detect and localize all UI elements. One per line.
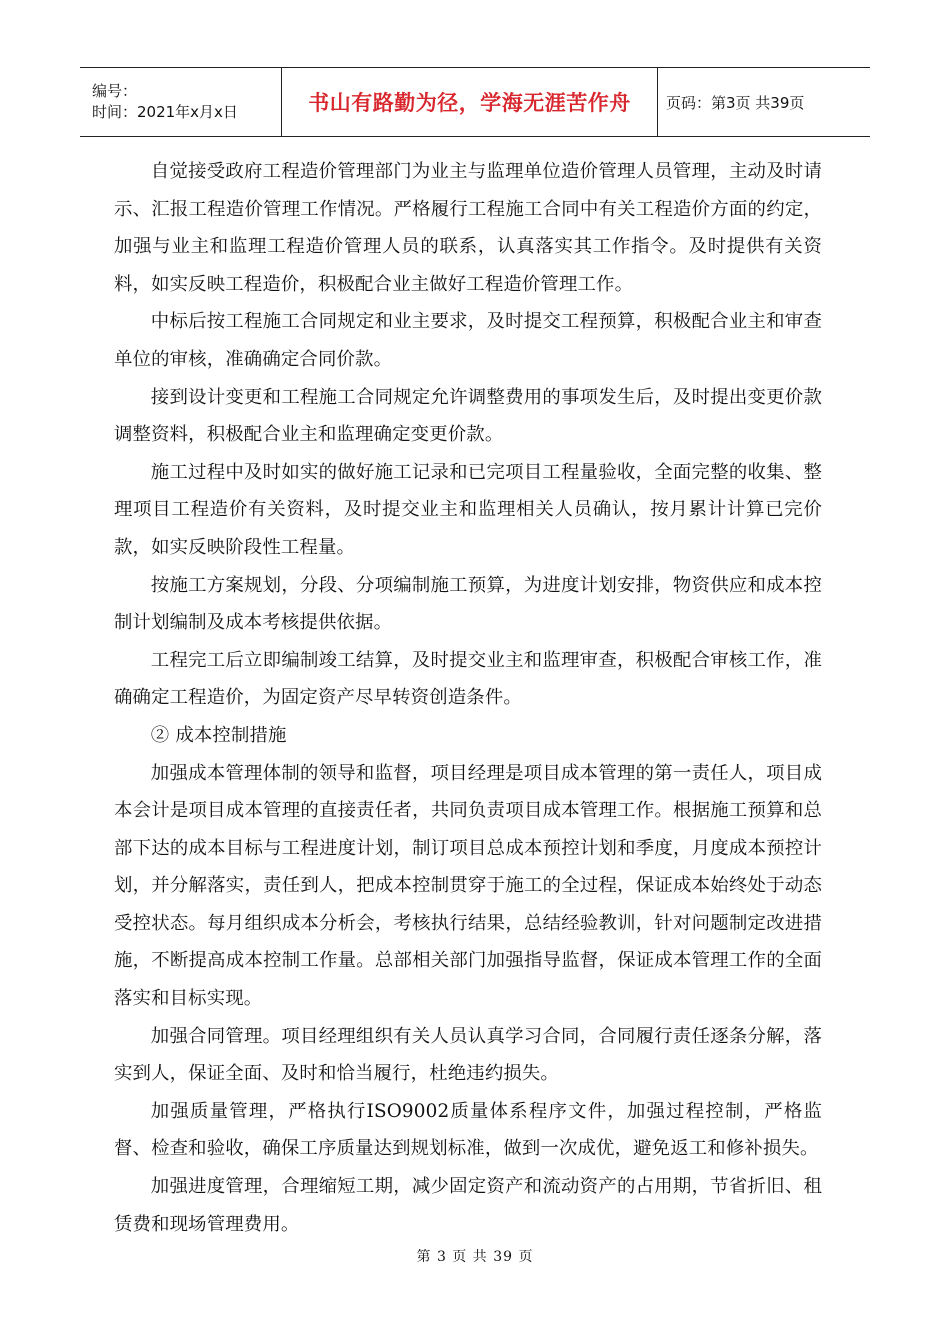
header-meta [80, 68, 282, 136]
paragraph: 加强质量管理，严格执行ISO9002质量体系程序文件，加强过程控制，严格监督、检查和验收，确保工序质量达到规划标准，做到一次成优，避免返工和修补损失。 [114, 1100, 822, 1160]
paragraph: 加强成本管理体制的领导和监督，项目经理是项目成本管理的第一责任人，项目成本会计是项目成本管理的直接责任者，共同负责项目成本管理工作。根据施工预算和总部下达的成本目标与工程进度计划，制订项目总成本预控计划和季度，月度成本预控计划，并分解落实，责任到人，把成本控制贯穿于施工的全过程，保证成本始终处于动态受控状态。每月组织成本分析会，考核执行结果，总结经验教训，针对问题制定改进措施，不断提高成本控制工作量。总部相关部门加强指导监督，保证成本管理工作的全面落实和目标实现。 [114, 762, 822, 1010]
paragraph: 加强合同管理。项目经理组织有关人员认真学习合同，合同履行责任逐条分解，落实到人，保证全面、及时和恰当履行，杜绝违约损失。 [114, 1025, 822, 1085]
document-time-label: 时间：2021年x月x日 [92, 103, 238, 121]
section-heading: ② 成本控制措施 [150, 724, 287, 746]
page-header [80, 67, 870, 137]
paragraph: 施工过程中及时如实的做好施工记录和已完项目工程量验收，全面完整的收集、整理项目工程造价有关资料，及时提交业主和监理相关人员确认，按月累计计算已完价款，如实反映阶段性工程量。 [114, 461, 822, 558]
header-page-info: 页码：第3页 共39页 [666, 93, 805, 112]
header-page-cell [658, 68, 870, 136]
header-motto: 书山有路勤为径，学海无涯苦作舟 [308, 91, 631, 115]
header-motto-cell [282, 68, 658, 136]
document-body [114, 153, 822, 1243]
paragraph: 中标后按工程施工合同规定和业主要求，及时提交工程预算，积极配合业主和审查单位的审核，准确确定合同价款。 [114, 311, 822, 370]
document-number-label: 编号： [92, 82, 138, 100]
paragraph: 接到设计变更和工程施工合同规定允许调整费用的事项发生后，及时提出变更价款调整资料，积极配合业主和监理确定变更价款。 [114, 386, 822, 446]
page-footer: 第 3 页 共 39 页 [416, 1249, 534, 1265]
paragraph: 按施工方案规划，分段、分项编制施工预算，为进度计划安排，物资供应和成本控制计划编制及成本考核提供依据。 [114, 574, 822, 634]
paragraph: 工程完工后立即编制竣工结算，及时提交业主和监理审查，积极配合审核工作，准确确定工程造价，为固定资产尽早转资创造条件。 [114, 649, 822, 709]
paragraph: 自觉接受政府工程造价管理部门为业主与监理单位造价管理人员管理，主动及时请示、汇报工程造价管理工作情况。严格履行工程施工合同中有关工程造价方面的约定，加强与业主和监理工程造价管理人员的联系，认真落实其工作指令。及时提供有关资料，如实反映工程造价，积极配合业主做好工程造价管理工作。 [114, 161, 822, 295]
paragraph: 加强进度管理，合理缩短工期，减少固定资产和流动资产的占用期，节省折旧、租赁费和现场管理费用。 [114, 1176, 822, 1235]
